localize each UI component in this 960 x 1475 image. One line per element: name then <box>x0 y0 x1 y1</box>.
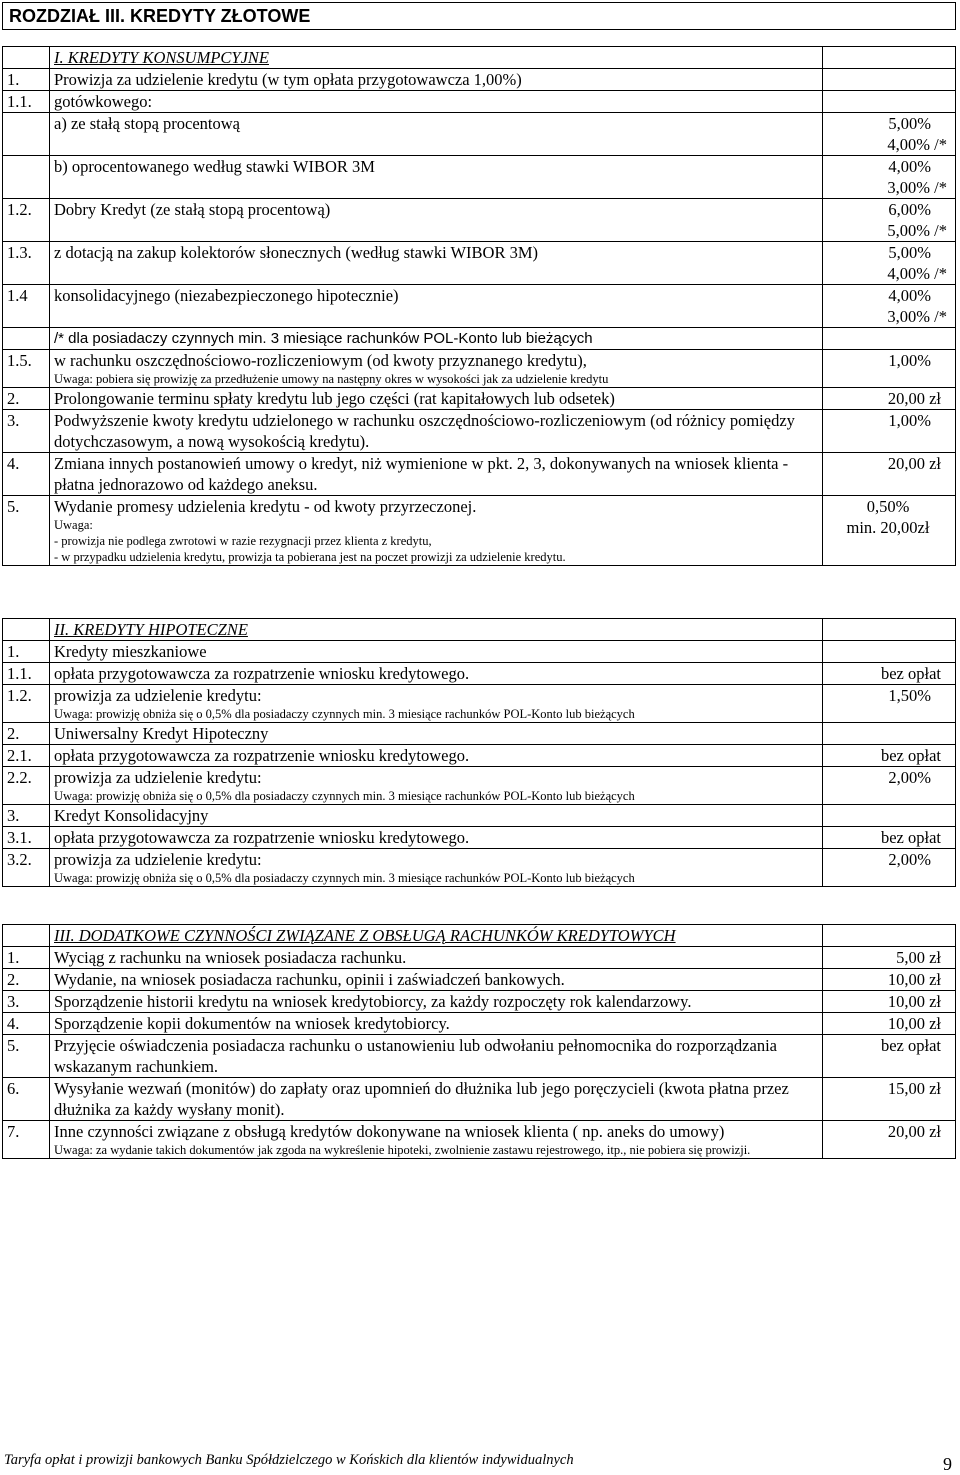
row-number: 6. <box>3 1078 50 1121</box>
row-description: prowizja za udzielenie kredytu: Uwaga: prowizję obniża się o 0,5% dla posiadaczy czynnych min. 3 miesiące rachunków POL-Konto lub bieżących <box>50 767 823 805</box>
footnote-row <box>3 328 956 350</box>
footnote: /* dla posiadaczy czynnych min. 3 miesiące rachunków POL-Konto lub bieżących <box>50 328 823 350</box>
table-row <box>3 410 956 453</box>
table-row <box>3 199 956 242</box>
row-description: Wysyłanie wezwań (monitów) do zapłaty oraz upomnień do dłużnika lub jego poręczycieli (kwota płatna przez dłużnika za każdy wysłany monit). <box>50 1078 823 1121</box>
row-number: 2. <box>3 388 50 410</box>
table-row <box>3 496 956 566</box>
chapter-title: ROZDZIAŁ III. KREDYTY ZŁOTOWE <box>2 2 956 30</box>
row-description: prowizja za udzielenie kredytu: Uwaga: prowizję obniża się o 0,5% dla posiadaczy czynnych min. 3 miesiące rachunków POL-Konto lub bieżących <box>50 685 823 723</box>
page-footer: Taryfa opłat i prowizji bankowych Banku Spółdzielczego w Końskich dla klientów indywidualnych <box>4 1452 574 1468</box>
row-note: Uwaga: <box>54 518 93 532</box>
row-number: 2. <box>3 969 50 991</box>
row-number: 4. <box>3 1013 50 1035</box>
fee-value: 5,00% 4,00% /* <box>823 242 956 285</box>
table-row <box>3 156 956 199</box>
fee-value: 4,00% 3,00% /* <box>823 156 956 199</box>
fee-value: 15,00 zł <box>823 1078 956 1121</box>
row-description: opłata przygotowawcza za rozpatrzenie wniosku kredytowego. <box>50 745 823 767</box>
table-row <box>3 285 956 328</box>
row-description: Prolongowanie terminu spłaty kredytu lub jego części (rat kapitałowych lub odsetek) <box>50 388 823 410</box>
consumer-credit-table <box>2 46 956 566</box>
row-description: Prowizja za udzielenie kredytu (w tym opłata przygotowawcza 1,00%) <box>50 69 823 91</box>
row-description: konsolidacyjnego (niezabezpieczonego hipotecznie) <box>50 285 823 328</box>
table-row <box>3 969 956 991</box>
section-heading: I. KREDYTY KONSUMPCYJNE <box>50 47 823 69</box>
row-number: 1.2. <box>3 199 50 242</box>
fee-value: 2,00% <box>823 849 956 887</box>
row-description: Wyciąg z rachunku na wniosek posiadacza rachunku. <box>50 947 823 969</box>
row-note: Uwaga: prowizję obniża się o 0,5% dla posiadaczy czynnych min. 3 miesiące rachunków POL-Konto lub bieżących <box>54 871 635 885</box>
row-number: 1.5. <box>3 350 50 388</box>
row-number: 5. <box>3 496 50 566</box>
row-note: - w przypadku udzielenia kredytu, prowizja ta pobierana jest na poczet prowizji za udzielenie kredytu. <box>54 550 566 564</box>
row-description: Dobry Kredyt (ze stałą stopą procentową) <box>50 199 823 242</box>
row-description: Kredyty mieszkaniowe <box>50 641 823 663</box>
additional-services-table <box>2 924 956 1159</box>
fee-value: bez opłat <box>823 663 956 685</box>
row-number: 3. <box>3 991 50 1013</box>
table-row <box>3 1121 956 1159</box>
fee-value: 10,00 zł <box>823 969 956 991</box>
table-row <box>3 388 956 410</box>
fee-value: 1,00% <box>823 410 956 453</box>
row-number: 2.2. <box>3 767 50 805</box>
row-description: Sporządzenie historii kredytu na wniosek kredytobiorcy, za każdy rozpoczęty rok kalendarzowy. <box>50 991 823 1013</box>
table-row <box>3 663 956 685</box>
row-number: 4. <box>3 453 50 496</box>
fee-value: 5,00% 4,00% /* <box>823 113 956 156</box>
row-description: Sporządzenie kopii dokumentów na wniosek kredytobiorcy. <box>50 1013 823 1035</box>
table-row <box>3 745 956 767</box>
section-heading-row <box>3 47 956 69</box>
row-description: b) oprocentowanego według stawki WIBOR 3M <box>50 156 823 199</box>
row-description: Inne czynności związane z obsługą kredytów dokonywane na wniosek klienta ( np. aneks do umowy) Uwaga: za wydanie takich dokumentów jak zgoda na wykreślenie hipoteki, zwolnienie zastawu rejestrowego, itp., nie pobiera się prowizji. <box>50 1121 823 1159</box>
row-number: 1.4 <box>3 285 50 328</box>
row-number: 1.2. <box>3 685 50 723</box>
row-description: a) ze stałą stopą procentową <box>50 113 823 156</box>
table-row <box>3 1078 956 1121</box>
row-note: Uwaga: pobiera się prowizję za przedłużenie umowy na następny okres w wysokości jak za udzielenie kredytu <box>54 372 609 386</box>
section-heading-row <box>3 925 956 947</box>
row-number: 1.1. <box>3 91 50 113</box>
table-row <box>3 723 956 745</box>
fee-value: bez opłat <box>823 1035 956 1078</box>
row-number: 1. <box>3 947 50 969</box>
row-description: Podwyższenie kwoty kredytu udzielonego w rachunku oszczędnościowo-rozliczeniowym (od różnicy pomiędzy dotychczasowym, a nową wysokością kredytu). <box>50 410 823 453</box>
row-note: Uwaga: prowizję obniża się o 0,5% dla posiadaczy czynnych min. 3 miesiące rachunków POL-Konto lub bieżących <box>54 707 635 721</box>
row-note: - prowizja nie podlega zwrotowi w razie rezygnacji przez klienta z kredytu, <box>54 534 432 548</box>
row-description: Wydanie promesy udzielenia kredytu - od kwoty przyrzeczonej. Uwaga: - prowizja nie podlega zwrotowi w razie rezygnacji przez klienta z kredytu, - w przypadku udzielenia kredytu, prowizja ta pobierana jest na poczet prowizji za udzielenie kredytu. <box>50 496 823 566</box>
row-note: Uwaga: prowizję obniża się o 0,5% dla posiadaczy czynnych min. 3 miesiące rachunków POL-Konto lub bieżących <box>54 789 635 803</box>
table-row <box>3 350 956 388</box>
row-description: opłata przygotowawcza za rozpatrzenie wniosku kredytowego. <box>50 663 823 685</box>
table-row <box>3 1013 956 1035</box>
fee-value: 4,00% 3,00% /* <box>823 285 956 328</box>
fee-value: 6,00% 5,00% /* <box>823 199 956 242</box>
table-row <box>3 1035 956 1078</box>
row-note: Uwaga: za wydanie takich dokumentów jak zgoda na wykreślenie hipoteki, zwolnienie zastawu rejestrowego, itp., nie pobiera się prowizji. <box>54 1143 751 1157</box>
table-row <box>3 827 956 849</box>
row-description: Przyjęcie oświadczenia posiadacza rachunku o ustanowieniu lub odwołaniu pełnomocnika do rozporządzania wskazanym rachunkiem. <box>50 1035 823 1078</box>
row-description: prowizja za udzielenie kredytu: Uwaga: prowizję obniża się o 0,5% dla posiadaczy czynnych min. 3 miesiące rachunków POL-Konto lub bieżących <box>50 849 823 887</box>
fee-value: 10,00 zł <box>823 991 956 1013</box>
row-number: 1. <box>3 641 50 663</box>
row-description: Kredyt Konsolidacyjny <box>50 805 823 827</box>
row-number: 3.1. <box>3 827 50 849</box>
fee-value: 5,00 zł <box>823 947 956 969</box>
table-row <box>3 641 956 663</box>
row-description: opłata przygotowawcza za rozpatrzenie wniosku kredytowego. <box>50 827 823 849</box>
row-number: 1.1. <box>3 663 50 685</box>
row-number: 3. <box>3 410 50 453</box>
row-number: 3. <box>3 805 50 827</box>
table-row <box>3 242 956 285</box>
section-heading-row <box>3 619 956 641</box>
row-number: 7. <box>3 1121 50 1159</box>
section-heading: II. KREDYTY HIPOTECZNE <box>50 619 823 641</box>
row-number: 2.1. <box>3 745 50 767</box>
fee-value: 1,50% <box>823 685 956 723</box>
fee-value: 20,00 zł <box>823 388 956 410</box>
table-row <box>3 947 956 969</box>
row-number: 1. <box>3 69 50 91</box>
table-row <box>3 849 956 887</box>
row-description: Wydanie, na wniosek posiadacza rachunku, opinii i zaświadczeń bankowych. <box>50 969 823 991</box>
fee-value: 1,00% <box>823 350 956 388</box>
table-row <box>3 113 956 156</box>
section-heading: III. DODATKOWE CZYNNOŚCI ZWIĄZANE Z OBSŁUGĄ RACHUNKÓW KREDYTOWYCH <box>50 925 823 947</box>
row-description: z dotacją na zakup kolektorów słonecznych (według stawki WIBOR 3M) <box>50 242 823 285</box>
table-row <box>3 805 956 827</box>
row-number: 1.3. <box>3 242 50 285</box>
fee-value: 10,00 zł <box>823 1013 956 1035</box>
row-description: Zmiana innych postanowień umowy o kredyt, niż wymienione w pkt. 2, 3, dokonywanych na wniosek klienta - płatna jednorazowo od każdego aneksu. <box>50 453 823 496</box>
table-row <box>3 91 956 113</box>
table-row <box>3 685 956 723</box>
fee-value: 2,00% <box>823 767 956 805</box>
row-number: 5. <box>3 1035 50 1078</box>
table-row <box>3 453 956 496</box>
page-number: 9 <box>943 1454 952 1474</box>
row-description: gotówkowego: <box>50 91 823 113</box>
table-row <box>3 991 956 1013</box>
row-number: 2. <box>3 723 50 745</box>
row-description: w rachunku oszczędnościowo-rozliczeniowym (od kwoty przyznanego kredytu), Uwaga: pobiera się prowizję za przedłużenie umowy na następny okres w wysokości jak za udzielenie kredytu <box>50 350 823 388</box>
fee-value: 20,00 zł <box>823 453 956 496</box>
fee-value: bez opłat <box>823 745 956 767</box>
fee-value: bez opłat <box>823 827 956 849</box>
row-number: 3.2. <box>3 849 50 887</box>
fee-value: 0,50% min. 20,00zł <box>823 496 956 566</box>
fee-value: 20,00 zł <box>823 1121 956 1159</box>
row-description: Uniwersalny Kredyt Hipoteczny <box>50 723 823 745</box>
table-row <box>3 767 956 805</box>
table-row <box>3 69 956 91</box>
mortgage-credit-table <box>2 618 956 887</box>
